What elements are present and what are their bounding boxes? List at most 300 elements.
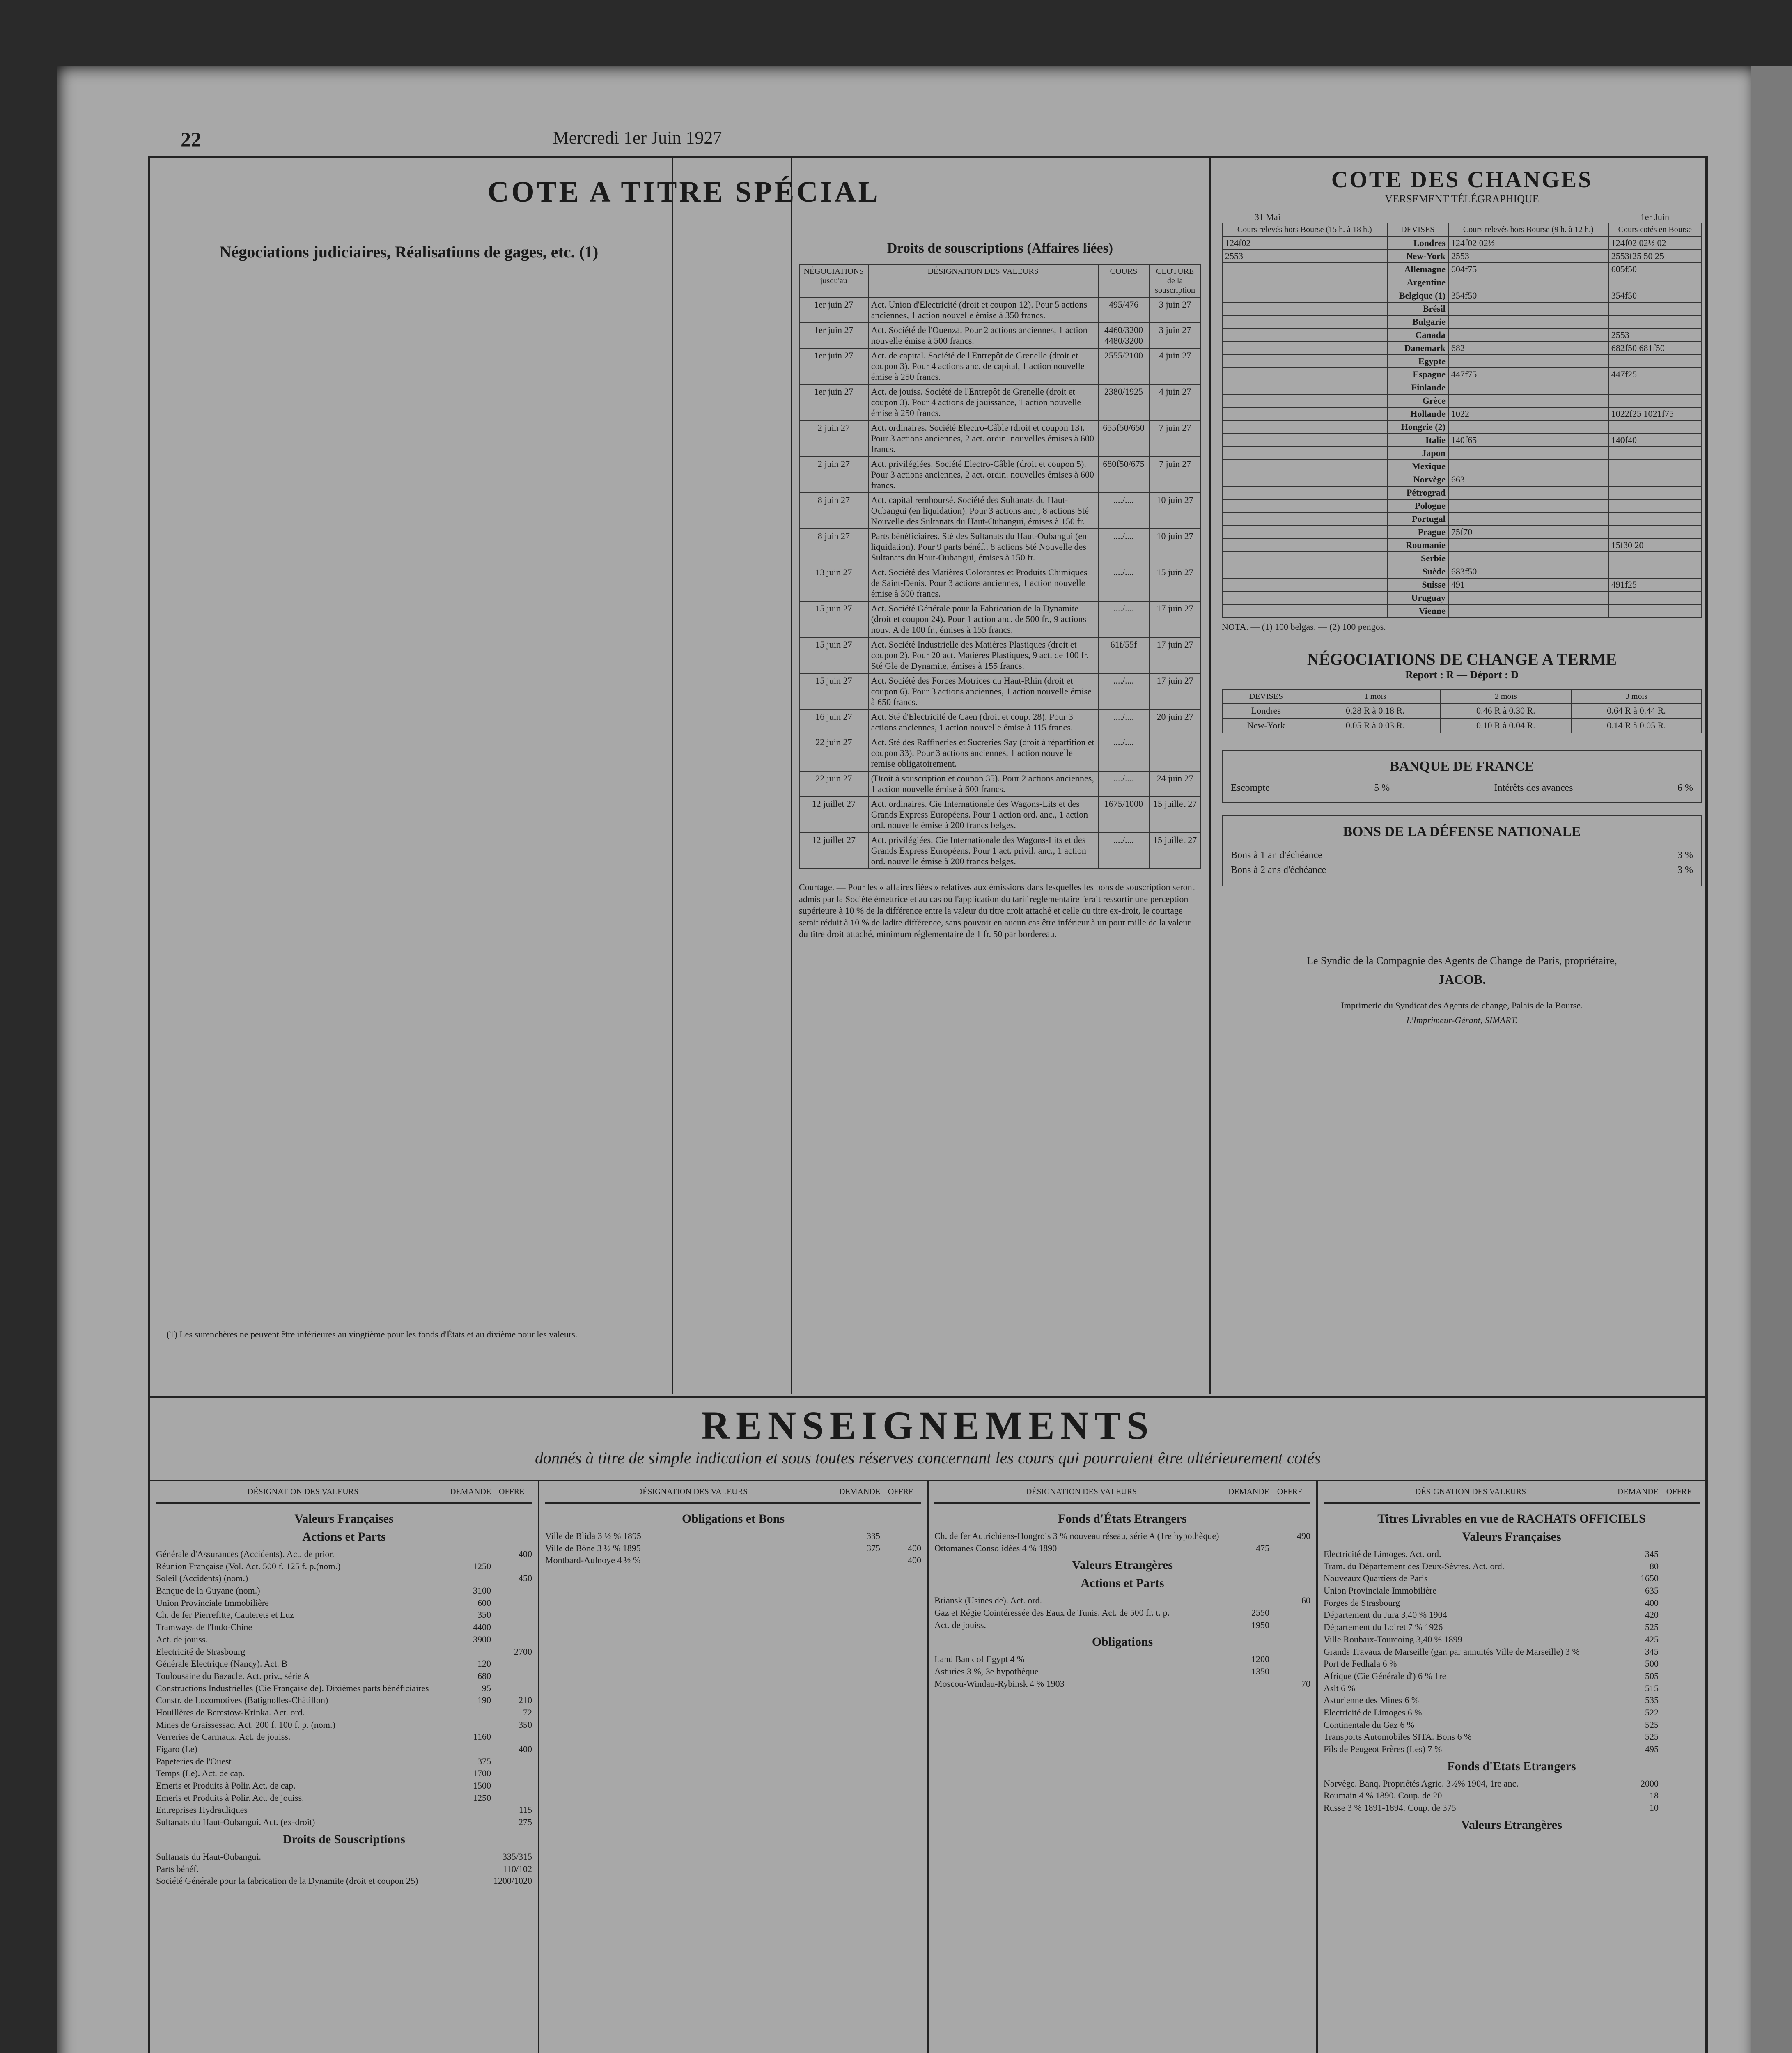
rens-subheading: Fonds d'États Etrangers — [1058, 1512, 1187, 1525]
rens-offre — [491, 1731, 532, 1743]
changes-row — [1222, 420, 1702, 434]
droits-cell: 17 juin 27 — [1149, 637, 1201, 673]
rens-row — [1324, 1743, 1700, 1755]
rens-offre — [1659, 1694, 1700, 1706]
rens-designation: Roumain 4 % 1890. Coup. de 20 — [1324, 1790, 1442, 1801]
renseignements-columns — [150, 1480, 1705, 2053]
changes-cell: 604f75 — [1448, 263, 1608, 276]
rens-demande — [450, 1851, 491, 1863]
banque-box — [1222, 750, 1702, 803]
rens-demande: 600 — [477, 1597, 491, 1608]
changes-cell — [1448, 552, 1608, 565]
rens-demande: 1250 — [473, 1792, 491, 1803]
changes-cell: New-York — [1387, 250, 1448, 263]
changes-cell — [1448, 499, 1608, 512]
bons-row — [1231, 848, 1693, 863]
rens-designation: Act. de jouiss. — [934, 1619, 986, 1630]
rens-offre — [1269, 1542, 1310, 1555]
rens-demande: 345 — [1645, 1646, 1659, 1657]
changes-dates — [1222, 212, 1702, 223]
rens-subheading: Valeurs Françaises — [294, 1512, 394, 1525]
rens-demande: 1350 — [1251, 1666, 1269, 1677]
changes-row — [1222, 460, 1702, 473]
changes-row — [1222, 499, 1702, 512]
droits-header: CLOTURE de la souscription — [1149, 265, 1201, 297]
changes-cell: Pologne — [1387, 499, 1448, 512]
rens-designation: Toulousaine du Bazacle. Act. priv., série A — [156, 1670, 310, 1681]
droits-cell: 3 juin 27 — [1149, 323, 1201, 348]
rens-offre — [1269, 1653, 1310, 1665]
changes-row — [1222, 394, 1702, 407]
rens-designation: Sultanats du Haut-Oubangui. — [156, 1851, 262, 1862]
changes-cell: 682 — [1448, 342, 1608, 355]
changes-cell: 683f50 — [1448, 565, 1608, 578]
rens-offre — [491, 1682, 532, 1695]
syndic-gerant: L'Imprimeur-Gérant, SIMART. — [1406, 1015, 1518, 1025]
changes-cell: Vienne — [1387, 604, 1448, 618]
changes-row — [1222, 407, 1702, 420]
next-page-edge — [1751, 66, 1792, 2053]
rens-row — [156, 1780, 532, 1792]
rens-demande: 350 — [477, 1610, 491, 1620]
rens-designation: Département du Loiret 7 % 1926 — [1324, 1622, 1443, 1633]
rens-subheading: Titres Livrables en vue de RACHATS OFFICIELS — [1377, 1512, 1646, 1525]
rens-row — [1324, 1731, 1700, 1743]
rens-designation: Ville de Bône 3 ½ % 1895 — [545, 1543, 641, 1553]
rens-row — [156, 1706, 532, 1719]
escompte-label: Escompte — [1231, 782, 1270, 793]
rens-head-designation: DÉSIGNATION DES VALEURS — [1415, 1487, 1526, 1496]
rens-offre: 1200/1020 — [493, 1876, 532, 1886]
syndic-name: JACOB. — [1438, 972, 1486, 987]
droits-row — [799, 833, 1201, 869]
rens-designation: Transports Automobiles SITA. Bons 6 % — [1324, 1732, 1472, 1742]
changes-cell — [1448, 276, 1608, 289]
banque-rates — [1231, 783, 1693, 794]
changes-row — [1222, 315, 1702, 328]
rens-row — [934, 1619, 1310, 1631]
rens-designation: Verreries de Carmaux. Act. de jouiss. — [156, 1732, 291, 1742]
syndic-printer: Imprimerie du Syndicat des Agents de change, Palais de la Bourse. — [1341, 1000, 1583, 1011]
rens-row — [545, 1554, 921, 1566]
terme-header: 3 mois — [1571, 690, 1702, 703]
rens-demande — [450, 1646, 491, 1658]
rens-demande — [450, 1548, 491, 1560]
terme-title: NÉGOCIATIONS DE CHANGE A TERME — [1307, 650, 1617, 668]
droits-cell: 15 juin 27 — [1149, 565, 1201, 601]
rens-designation: Briansk (Usines de). Act. ord. — [934, 1595, 1042, 1606]
droits-row — [799, 735, 1201, 771]
rens-offre — [1659, 1572, 1700, 1585]
changes-cell: Canada — [1387, 328, 1448, 342]
rens-row — [545, 1530, 921, 1542]
droits-cell: 15 juin 27 — [799, 673, 868, 710]
changes-cell: Bulgarie — [1387, 315, 1448, 328]
changes-row — [1222, 473, 1702, 486]
changes-cell — [1222, 512, 1387, 526]
rens-offre: 400 — [908, 1543, 921, 1553]
bons-label: Bons à 1 an d'échéance — [1231, 850, 1322, 861]
changes-cell — [1448, 355, 1608, 368]
rens-demande — [450, 1816, 491, 1828]
rens-offre — [491, 1780, 532, 1792]
rens-subheading: Actions et Parts — [302, 1530, 386, 1543]
droits-row — [799, 637, 1201, 673]
rens-designation: Ville Roubaix-Tourcoing 3,40 % 1899 — [1324, 1634, 1462, 1644]
changes-row — [1222, 486, 1702, 499]
terme-cell: 0.46 R à 0.30 R. — [1441, 703, 1571, 718]
escompte-value: 5 % — [1374, 782, 1390, 793]
changes-cell — [1222, 381, 1387, 394]
rens-demande — [1228, 1678, 1269, 1690]
droits-cell: 17 juin 27 — [1149, 673, 1201, 710]
changes-row — [1222, 604, 1702, 618]
rens-demande: 190 — [477, 1695, 491, 1706]
changes-cell: Londres — [1387, 237, 1448, 250]
changes-cell: Italie — [1387, 434, 1448, 447]
changes-cell: Suisse — [1387, 578, 1448, 591]
rens-designation: Union Provinciale Immobilière — [156, 1597, 269, 1608]
droits-cell: ..../.... — [1098, 601, 1150, 637]
changes-cell: 75f70 — [1448, 526, 1608, 539]
rens-head-demande: DEMANDE — [839, 1487, 880, 1496]
droits-cell: Act. privilégiées. Société Electro-Câble (droit et coupon 5). Pour 3 actions anciennes, 2 act. ordin. nouvelles émises à 600 francs. — [868, 457, 1098, 493]
rens-demande: 80 — [1650, 1561, 1659, 1571]
droits-row — [799, 601, 1201, 637]
rens-row — [934, 1594, 1310, 1607]
rens-designation: Tramways de l'Indo-Chine — [156, 1622, 252, 1633]
droits-cell: Act. Société des Matières Colorantes et Produits Chimiques de Saint-Denis. Pour 3 actions anciennes, 1 action nouvelle émise à 300 francs. — [868, 565, 1098, 601]
rens-designation: Russe 3 % 1891-1894. Coup. de 375 — [1324, 1803, 1456, 1813]
rens-demande: 345 — [1645, 1549, 1659, 1559]
droits-cell: ..../.... — [1098, 529, 1150, 565]
rens-row — [1324, 1682, 1700, 1695]
rens-designation: Ch. de fer Pierrefitte, Cauterets et Luz — [156, 1610, 294, 1620]
rens-col-header — [934, 1481, 1310, 1504]
rens-subheading: Fonds d'Etats Etrangers — [1447, 1759, 1576, 1773]
changes-cell — [1448, 447, 1608, 460]
changes-cell — [1448, 394, 1608, 407]
rens-offre — [1659, 1719, 1700, 1731]
rens-demande: 95 — [482, 1683, 491, 1693]
rens-row — [1324, 1706, 1700, 1719]
changes-cell — [1608, 473, 1702, 486]
changes-cell: 124f02 02½ — [1448, 237, 1608, 250]
changes-cell: 1022f25 1021f75 — [1608, 407, 1702, 420]
droits-row — [799, 297, 1201, 323]
changes-cell: 2553f25 50 25 — [1608, 250, 1702, 263]
changes-row — [1222, 368, 1702, 381]
terme-header: 1 mois — [1310, 690, 1441, 703]
changes-cell — [1222, 315, 1387, 328]
changes-title: COTE DES CHANGES — [1331, 167, 1593, 193]
bons-title: BONS DE LA DÉFENSE NATIONALE — [1343, 824, 1581, 839]
rens-designation: Forges de Strasbourg — [1324, 1597, 1400, 1608]
changes-cell — [1608, 499, 1702, 512]
rens-row — [156, 1646, 532, 1658]
rens-demande: 535 — [1645, 1695, 1659, 1706]
changes-cell — [1448, 591, 1608, 604]
droits-row — [799, 323, 1201, 348]
rens-row — [1324, 1777, 1700, 1790]
rens-demande: 375 — [477, 1756, 491, 1766]
changes-cell: Egypte — [1387, 355, 1448, 368]
droits-cell: 22 juin 27 — [799, 771, 868, 797]
changes-cell: Uruguay — [1387, 591, 1448, 604]
terme-subtitle: Report : R — Déport : D — [1405, 668, 1519, 681]
rens-offre — [1659, 1802, 1700, 1814]
rens-row — [156, 1719, 532, 1731]
rens-demande — [450, 1743, 491, 1755]
rens-head-demande: DEMANDE — [1618, 1487, 1659, 1496]
rens-head-offre: OFFRE — [1277, 1487, 1303, 1496]
rens-designation: Sultanats du Haut-Oubangui. Act. (ex-droit) — [156, 1817, 315, 1828]
changes-row — [1222, 342, 1702, 355]
rens-head-demande: DEMANDE — [1228, 1487, 1269, 1496]
rens-demande: 515 — [1645, 1683, 1659, 1693]
rens-demande: 2550 — [1251, 1607, 1269, 1618]
changes-row — [1222, 434, 1702, 447]
rens-row — [156, 1767, 532, 1780]
rens-offre: 350 — [519, 1719, 532, 1730]
changes-cell — [1222, 355, 1387, 368]
rens-designation: Mines de Graissessac. Act. 200 f. 100 f. p. (nom.) — [156, 1719, 335, 1730]
bons-value: 3 % — [1677, 850, 1693, 861]
droits-table — [799, 264, 1201, 869]
droits-cell: Act. Union d'Electricité (droit et coupon 12). Pour 5 actions anciennes, 1 action nouvelle émise à 350 francs. — [868, 297, 1098, 323]
droits-cell: Act. Société Industrielle des Matières Plastiques (droit et coupon 2). Pour 20 act. Matières Plastiques, 9 act. de 100 fr. Sté Gle de Dynamite, émises à 155 francs. — [868, 637, 1098, 673]
rens-demande: 1650 — [1641, 1573, 1659, 1584]
droits-cell: 61f/55f — [1098, 637, 1150, 673]
changes-cell — [1222, 447, 1387, 460]
rens-row — [156, 1755, 532, 1768]
rens-row — [156, 1633, 532, 1646]
droits-cell — [1149, 735, 1201, 771]
changes-cell — [1222, 276, 1387, 289]
changes-cell: 663 — [1448, 473, 1608, 486]
rens-head-designation: DÉSIGNATION DES VALEURS — [636, 1487, 748, 1496]
rens-row — [1324, 1585, 1700, 1597]
rens-demande — [1228, 1530, 1269, 1542]
droits-cell: ..../.... — [1098, 833, 1150, 869]
changes-cell: 124f02 — [1222, 237, 1387, 250]
rens-offre — [1659, 1621, 1700, 1633]
rens-row — [156, 1682, 532, 1695]
rens-offre — [1659, 1777, 1700, 1790]
rens-row — [1324, 1802, 1700, 1814]
changes-cell — [1608, 315, 1702, 328]
rens-designation: Constr. de Locomotives (Batignolles-Châtillon) — [156, 1695, 328, 1706]
rens-demande: 420 — [1645, 1610, 1659, 1620]
droits-cell: ..../.... — [1098, 673, 1150, 710]
droits-row — [799, 457, 1201, 493]
rens-designation: Electricité de Limoges. Act. ord. — [1324, 1549, 1441, 1559]
changes-cell: Serbie — [1387, 552, 1448, 565]
changes-cell — [1222, 486, 1387, 499]
changes-cell — [1222, 526, 1387, 539]
droits-cell: 15 juin 27 — [799, 601, 868, 637]
changes-cell: 1022 — [1448, 407, 1608, 420]
rens-designation: Continentale du Gaz 6 % — [1324, 1719, 1415, 1730]
droits-cell: Act. Société de l'Ouenza. Pour 2 actions anciennes, 1 action nouvelle émise à 500 francs. — [868, 323, 1098, 348]
changes-row — [1222, 263, 1702, 276]
changes-cell — [1222, 539, 1387, 552]
rens-designation: Générale Electrique (Nancy). Act. B — [156, 1658, 288, 1669]
rens-designation: Land Bank of Egypt 4 % — [934, 1654, 1025, 1665]
rens-demande: 120 — [477, 1658, 491, 1669]
changes-row — [1222, 578, 1702, 591]
rens-row — [156, 1694, 532, 1706]
changes-cell — [1608, 486, 1702, 499]
droits-cell: 24 juin 27 — [1149, 771, 1201, 797]
divider-v1 — [672, 158, 673, 1394]
main-frame — [148, 156, 1708, 2053]
changes-cell — [1222, 434, 1387, 447]
rens-demande: 525 — [1645, 1719, 1659, 1730]
rens-designation: Fils de Peugeot Frères (Les) 7 % — [1324, 1744, 1442, 1754]
rens-offre — [1659, 1706, 1700, 1719]
droits-cell: 4 juin 27 — [1149, 348, 1201, 384]
changes-cell — [1448, 420, 1608, 434]
avances-value: 6 % — [1677, 782, 1693, 793]
droits-row — [799, 529, 1201, 565]
droits-cell: Act. capital remboursé. Société des Sultanats du Haut-Oubangui (en liquidation). Pour 3 actions anc., 8 actions Sté Nouvelle des Sultanats du Haut-Oubangui, émises à 150 fr. — [868, 493, 1098, 529]
droits-cell: Act. de jouiss. Société de l'Entrepôt de Grenelle (droit et coupon 3). Pour 4 actions de jouissance, 1 action nouvelle émise à 250 francs. — [868, 384, 1098, 420]
changes-cell — [1608, 460, 1702, 473]
changes-cell: Roumanie — [1387, 539, 1448, 552]
rens-row — [156, 1597, 532, 1609]
rens-row — [934, 1607, 1310, 1619]
rens-row — [1324, 1609, 1700, 1621]
changes-header: Cours relevés hors Bourse (15 h. à 18 h.) — [1222, 223, 1387, 237]
rens-demande: 3100 — [473, 1585, 491, 1596]
changes-cell — [1448, 460, 1608, 473]
rens-designation: Aslt 6 % — [1324, 1683, 1355, 1693]
rens-col-header — [1324, 1481, 1700, 1504]
changes-cell: 2553 — [1448, 250, 1608, 263]
rens-offre: 275 — [519, 1817, 532, 1828]
rens-row — [1324, 1694, 1700, 1706]
rens-offre — [1269, 1619, 1310, 1631]
rens-row — [1324, 1658, 1700, 1670]
changes-cell — [1222, 342, 1387, 355]
changes-cell — [1608, 526, 1702, 539]
rens-designation: Papeteries de l'Ouest — [156, 1756, 232, 1766]
rens-offre: 400 — [519, 1744, 532, 1754]
changes-cell: 605f50 — [1608, 263, 1702, 276]
rens-designation: Constructions Industrielles (Cie Française de). Dixièmes parts bénéficiaires — [156, 1683, 429, 1693]
syndic-line: Le Syndic de la Compagnie des Agents de Change de Paris, propriétaire, — [1307, 954, 1617, 967]
changes-cell — [1222, 368, 1387, 381]
rens-demande — [450, 1875, 491, 1887]
rens-designation: Société Générale pour la fabrication de la Dynamite (droit et coupon 25) — [156, 1876, 418, 1886]
changes-cell — [1222, 394, 1387, 407]
rens-offre — [1659, 1789, 1700, 1802]
changes-row — [1222, 302, 1702, 315]
droits-cell: 4 juin 27 — [1149, 384, 1201, 420]
changes-cell — [1448, 328, 1608, 342]
droits-cell: 22 juin 27 — [799, 735, 868, 771]
rens-designation: Réunion Française (Vol. Act. 500 f. 125 f. p.(nom.) — [156, 1561, 341, 1571]
rens-head-demande: DEMANDE — [450, 1487, 491, 1496]
changes-cell: 140f65 — [1448, 434, 1608, 447]
rens-designation: Temps (Le). Act. de cap. — [156, 1768, 245, 1779]
changes-cell: Suède — [1387, 565, 1448, 578]
changes-cell: Japon — [1387, 447, 1448, 460]
changes-cell — [1222, 604, 1387, 618]
rens-offre — [491, 1755, 532, 1768]
rens-offre: 335/315 — [502, 1851, 532, 1862]
changes-cell: Pétrograd — [1387, 486, 1448, 499]
terme-cell: 0.10 R à 0.04 R. — [1441, 718, 1571, 733]
changes-cell — [1222, 328, 1387, 342]
banque-title: BANQUE DE FRANCE — [1390, 758, 1534, 774]
droits-row — [799, 493, 1201, 529]
rens-row — [1324, 1633, 1700, 1646]
rens-designation: Figaro (Le) — [156, 1744, 197, 1754]
rens-offre: 490 — [1297, 1531, 1310, 1541]
changes-cell: Allemagne — [1387, 263, 1448, 276]
rens-demande: 18 — [1650, 1790, 1659, 1801]
page-number: 22 — [181, 128, 201, 151]
droits-cell: 15 juin 27 — [799, 637, 868, 673]
rens-row — [1324, 1789, 1700, 1802]
rens-col-header — [156, 1481, 532, 1504]
changes-cell — [1448, 381, 1608, 394]
changes-cell: Finlande — [1387, 381, 1448, 394]
changes-cell: Brésil — [1387, 302, 1448, 315]
rens-subheading: Valeurs Etrangères — [1072, 1558, 1173, 1572]
rens-row — [156, 1851, 532, 1863]
changes-cell — [1608, 355, 1702, 368]
rens-row — [934, 1530, 1310, 1542]
rens-head-designation: DÉSIGNATION DES VALEURS — [1026, 1487, 1137, 1496]
rens-demande: 425 — [1645, 1634, 1659, 1644]
changes-cell — [1608, 381, 1702, 394]
changes-cell — [1222, 420, 1387, 434]
droits-cell: 2 juin 27 — [799, 420, 868, 457]
changes-cell — [1608, 447, 1702, 460]
rens-offre — [491, 1658, 532, 1670]
rens-offre: 450 — [519, 1573, 532, 1584]
rens-demande: 505 — [1645, 1670, 1659, 1681]
droits-cell: 3 juin 27 — [1149, 297, 1201, 323]
droits-cell: 4460/3200 4480/3200 — [1098, 323, 1150, 348]
changes-cell: Grèce — [1387, 394, 1448, 407]
changes-cell: 15f30 20 — [1608, 539, 1702, 552]
rens-designation: Montbard-Aulnoye 4 ½ % — [545, 1555, 641, 1566]
changes-row — [1222, 237, 1702, 250]
rens-offre — [1659, 1743, 1700, 1755]
rens-offre: 115 — [519, 1805, 532, 1815]
rens-subheading: Droits de Souscriptions — [283, 1832, 405, 1846]
droits-cell: 17 juin 27 — [1149, 601, 1201, 637]
changes-nota: NOTA. — (1) 100 belgas. — (2) 100 pengos. — [1222, 622, 1386, 632]
changes-table — [1222, 223, 1702, 618]
changes-row — [1222, 512, 1702, 526]
changes-cell: Hollande — [1387, 407, 1448, 420]
rens-col-header — [545, 1481, 921, 1504]
droits-cell: ..../.... — [1098, 771, 1150, 797]
changes-subtitle: VERSEMENT TÉLÉGRAPHIQUE — [1385, 193, 1539, 205]
rens-demande: 1700 — [473, 1768, 491, 1779]
rens-demande — [450, 1572, 491, 1585]
rens-row — [1324, 1646, 1700, 1658]
droits-cell: Act. Sté des Raffineries et Sucreries Say (droit à répartition et coupon 33). Pour 3 actions anciennes, 1 action nouvelle remise obligatoirement. — [868, 735, 1098, 771]
changes-cell — [1222, 591, 1387, 604]
rens-demande — [450, 1719, 491, 1731]
rens-demande: 500 — [1645, 1658, 1659, 1669]
